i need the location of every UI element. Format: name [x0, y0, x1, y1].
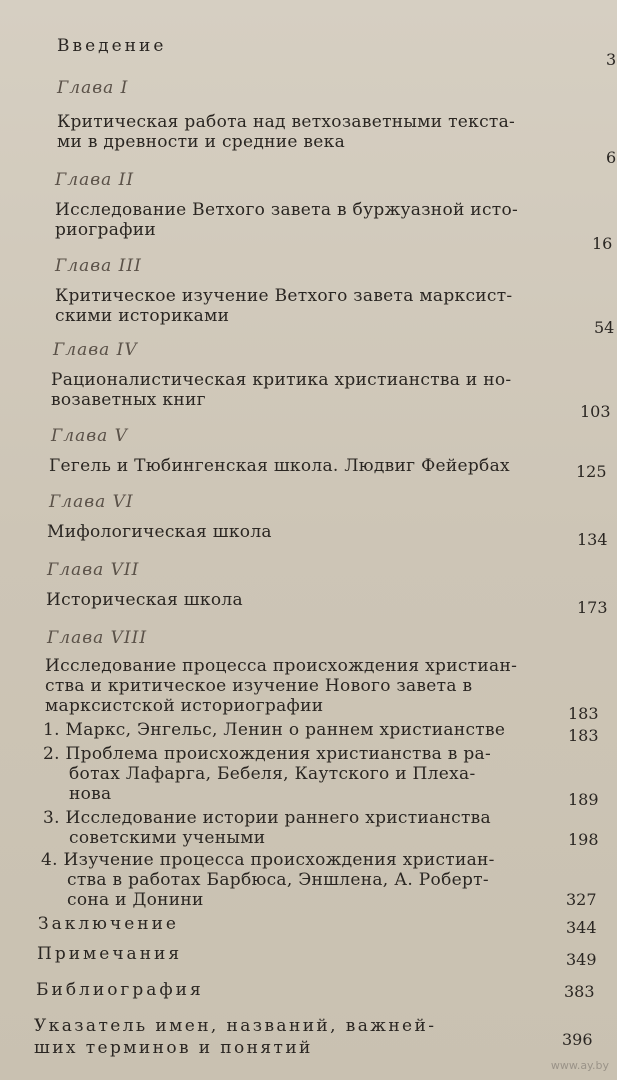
watermark: www.ay.by	[550, 1059, 609, 1072]
toc-ch7-page: 173	[577, 598, 608, 617]
toc-ch3-label: Глава III	[55, 256, 142, 276]
toc-ch5-line1: Гегель и Тюбингенская школа. Людвиг Фейербах	[49, 456, 510, 476]
toc-ch8-s1-page: 183	[568, 726, 599, 745]
toc-ch8-s3-page: 198	[568, 830, 599, 849]
toc-ch8-s2-line3: нова	[69, 784, 112, 804]
toc-notes-label: Примечания	[37, 944, 183, 964]
toc-conclusion-label: Заключение	[38, 914, 179, 934]
toc-ch8-s4-line2: ства в работах Барбюса, Эншлена, А. Роберт-	[67, 870, 489, 890]
toc-intro-label: Введение	[57, 36, 167, 56]
toc-index-page: 396	[562, 1030, 593, 1049]
toc-bibliography-label: Библиография	[36, 980, 204, 1000]
toc-index-line2: ших терминов и понятий	[34, 1038, 313, 1058]
toc-ch6-label: Глава VI	[49, 492, 134, 512]
toc-notes-page: 349	[566, 950, 597, 969]
toc-ch8-s4-line3: сона и Донини	[67, 890, 204, 910]
toc-ch8-page: 183	[568, 704, 599, 723]
toc-ch8-s4-line1: 4. Изучение процесса происхождения христиан-	[41, 850, 495, 870]
toc-bibliography-page: 383	[564, 982, 595, 1001]
toc-ch3-page: 54	[594, 318, 615, 337]
toc-ch2-label: Глава II	[55, 170, 135, 190]
toc-index-line1: Указатель имен, названий, важней-	[34, 1016, 437, 1036]
toc-ch6-page: 134	[577, 530, 608, 549]
toc-ch8-line2: ства и критическое изучение Нового завета в	[45, 676, 473, 696]
toc-ch7-label: Глава VII	[47, 560, 140, 580]
toc-ch3-line2: скими историками	[55, 306, 230, 326]
toc-ch8-line1: Исследование процесса происхождения христиан-	[45, 656, 518, 676]
toc-ch1-line2: ми в древности и средние века	[57, 132, 346, 152]
toc-ch4-page: 103	[580, 402, 611, 421]
toc-ch5-label: Глава V	[51, 426, 128, 446]
toc-ch8-s1-line1: 1. Маркс, Энгельс, Ленин о раннем христианстве	[43, 720, 506, 740]
toc-ch8-s3-line1: 3. Исследование истории раннего христианства	[43, 808, 491, 828]
toc-ch8-s2-line2: ботах Лафарга, Бебеля, Каутского и Плеха-	[69, 764, 476, 784]
toc-ch4-line1: Рационалистическая критика христианства и но-	[51, 370, 512, 390]
toc-ch8-line3: марксистской историографии	[45, 696, 324, 716]
toc-ch5-page: 125	[576, 462, 607, 481]
toc-ch2-page: 16	[592, 234, 613, 253]
toc-ch2-line2: риографии	[55, 220, 157, 240]
toc-ch8-label: Глава VIII	[47, 628, 148, 648]
toc-ch1-label: Глава I	[57, 78, 129, 98]
toc-ch8-s2-line1: 2. Проблема происхождения христианства в ра-	[43, 744, 491, 764]
toc-ch8-s3-line2: советскими учеными	[69, 828, 266, 848]
toc-ch6-line1: Мифологическая школа	[47, 522, 272, 542]
toc-ch8-s4-page: 327	[566, 890, 597, 909]
toc-ch7-line1: Историческая школа	[46, 590, 243, 610]
toc-ch1-line1: Критическая работа над ветхозаветными текста-	[57, 112, 516, 132]
toc-ch4-label: Глава IV	[53, 340, 138, 360]
toc-ch3-line1: Критическое изучение Ветхого завета марксист-	[55, 286, 513, 306]
toc-intro-page: 3	[606, 50, 617, 69]
toc-conclusion-page: 344	[566, 918, 597, 937]
toc-ch4-line2: возаветных книг	[51, 390, 206, 410]
toc-ch2-line1: Исследование Ветхого завета в буржуазной исто-	[55, 200, 519, 220]
toc-ch1-page: 6	[606, 148, 617, 167]
toc-ch8-s2-page: 189	[568, 790, 599, 809]
